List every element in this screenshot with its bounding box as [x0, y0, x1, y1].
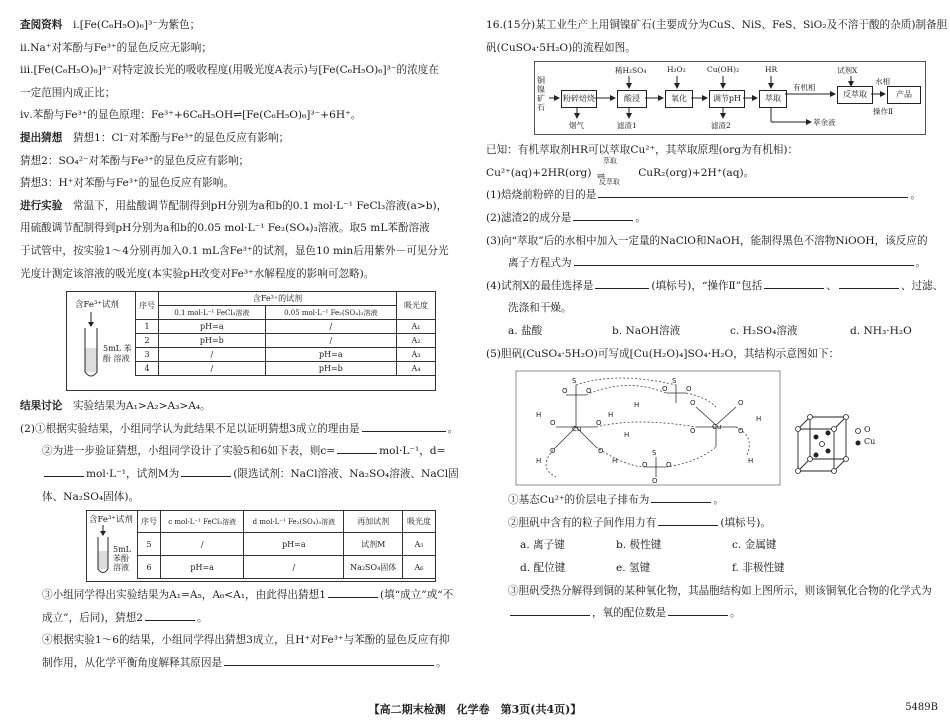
option-a: a. 盐酸 [508, 324, 543, 337]
q16-5-3-line1: ③胆矾受热分解得到铜的某种氧化物，其晶胞结构如上图所示，则该铜氧化合物的化学式为 [508, 584, 932, 597]
table-cell: A₁ [397, 320, 436, 334]
flow-input-h2so4: 稀H₂SO₄ [615, 66, 647, 76]
table-cell: A₂ [397, 334, 436, 348]
q16-4-line2: 洗涤和干燥。 [508, 302, 572, 315]
q16-5-2-options2 [486, 557, 936, 580]
q16-5-2: ②胆矾中含有的粒子间作用力有 (填标号)。 [486, 512, 936, 535]
answer-blank[interactable] [510, 604, 590, 616]
option-b: b. NaOH溶液 [612, 324, 681, 337]
answer-blank[interactable] [328, 586, 378, 598]
table-cell: 1 [136, 320, 159, 334]
known-info: 已知：有机萃取剂HR可以萃取Cu²⁺，其萃取原理(org为有机相)： [486, 144, 799, 157]
table-cell: / [161, 533, 244, 556]
result-discussion: 结果讨论 实验结果为A₁>A₂>A₃>A₄。 [20, 400, 211, 413]
answer-blank[interactable] [145, 609, 195, 621]
svg-text:O: O [562, 387, 568, 396]
flow-start: 铜镍矿石 [537, 76, 545, 113]
svg-text:O: O [738, 427, 744, 436]
q2-3-line2: 成立”，后同)，猜想2 。 [20, 607, 462, 630]
q16-4-line1: (4)试剂X的最佳选择是 (填标号)，“操作Ⅱ”包括 、 、过滤、 [486, 275, 936, 298]
q2-3-line1: ③小组同学得出实验结果为A₁=A₅，A₆<A₁，由此得出猜想1 (填“成立”或“不 [20, 584, 462, 607]
flow-box-oxidize: 氧化 [665, 90, 693, 108]
answer-blank[interactable] [362, 420, 446, 432]
table-cell: 5 [138, 533, 161, 556]
table-row [136, 334, 436, 348]
cuso4-structure-diagram [516, 367, 886, 489]
experiment-1: 进行实验 常温下，用盐酸调节配制得到pH分别为a和b的0.1 mol·L⁻¹ FeCl₃溶液(a>b)， [20, 199, 448, 212]
svg-text:H: H [536, 411, 542, 420]
table-cell: pH=b [265, 362, 396, 376]
experiment-4: 光度计测定该溶液的吸光度(本实验pH改变对Fe³⁺水解程度的影响可忽略)。 [20, 267, 375, 280]
q16-intro-1: 16.(15分)某工业生产上用铜镍矿石(主要成分为CuS、NiS、FeS、SiO₂及不溶于酸的杂质)制备胆 [486, 19, 948, 31]
tube-reagent-label-1: 含Fe³⁺试剂 [75, 300, 119, 311]
answer-blank[interactable] [595, 277, 649, 289]
flow-box-roast: 粉碎焙烧 [561, 90, 597, 108]
svg-text:O: O [662, 385, 668, 394]
table-header: 序号 [138, 511, 161, 533]
svg-text:Cu: Cu [712, 423, 722, 432]
flow-box-ph: 调节pH [709, 90, 745, 108]
table-cell: pH=a [159, 320, 266, 334]
svg-text:H: H [612, 457, 618, 466]
hypothesis-1: 提出猜想 猜想1：Cl⁻对苯酚与Fe³⁺的显色反应有影响； [20, 131, 290, 144]
table-cell: A₄ [397, 362, 436, 376]
legend-cu-label: Cu [864, 437, 876, 447]
experiment-2: 用硫酸调节配制得到pH分别为a和b的0.05 mol·L⁻¹ Fe₂(SO₄)₃溶液。取5 mL苯酚溶液 [20, 222, 430, 235]
info-line-5: ⅳ.苯酚与Fe³⁺的显色原理：Fe³⁺+6C₆H₅OH⇌[Fe(C₆H₅O)₆]³⁻+6H⁺。 [20, 109, 362, 122]
answer-blank[interactable] [224, 654, 434, 666]
option-c: c. 金属键 [732, 539, 777, 552]
q16-1: (1)焙烧前粉碎的目的是 。 [486, 184, 936, 207]
table-header-row [136, 306, 436, 320]
table-cell: pH=b [159, 334, 266, 348]
reversible-arrow: 萃取 ⇌ 反萃取 [596, 156, 620, 186]
legend-o-label: O [864, 425, 871, 435]
option-a: a. 离子键 [520, 539, 565, 552]
test-tube-figure-1 [71, 298, 135, 384]
table-cell: A₆ [403, 556, 436, 579]
q2-4-line1: ④根据实验1～6的结果，小组同学得出猜想3成立，且H⁺对Fe³⁺与苯酚的显色反应有抑 [42, 634, 450, 647]
table-header: 吸光度 [403, 511, 436, 533]
option-e: e. 氢键 [616, 561, 651, 574]
table-cell: 4 [136, 362, 159, 376]
table1-block [66, 291, 436, 391]
flow-input-hr: HR [765, 65, 778, 75]
svg-text:S: S [572, 377, 577, 386]
option-d: d. 配位键 [520, 561, 566, 574]
svg-text:H: H [624, 431, 630, 440]
svg-text:O: O [690, 399, 696, 408]
table-cell: / [159, 348, 266, 362]
answer-blank[interactable] [598, 186, 908, 198]
svg-text:Cu: Cu [572, 425, 582, 434]
left-column [20, 14, 462, 674]
experiment-table-2 [137, 510, 436, 579]
flow-box-extract: 萃取 [759, 90, 787, 108]
q16-intro-2: 矾(CuSO₄·5H₂O)的流程如图。 [486, 41, 636, 54]
table-header: 吸光度 [397, 292, 436, 320]
legend-cu-marker [856, 441, 861, 446]
q2-4-line2: 制作用，从化学平衡角度解释其原因是 。 [20, 652, 462, 675]
q16-3-line2: 离子方程式为 。 [486, 252, 936, 275]
option-d: d. NH₃·H₂O [850, 324, 912, 337]
info-line-3: ⅲ.[Fe(C₆H₅O)₆]³⁻对特定波长光的吸收程度(用吸光度A表示)与[Fe(C₆H₅O)₆]³⁻的浓度在 [20, 64, 439, 77]
svg-text:O: O [586, 387, 592, 396]
flow-label-organic: 有机相 [793, 83, 816, 93]
q16-4-options [486, 320, 936, 343]
table-header: 再加试剂 [344, 511, 403, 533]
table-cell: 6 [138, 556, 161, 579]
table-cell: / [244, 556, 344, 579]
answer-blank[interactable] [44, 465, 84, 477]
svg-text:O: O [596, 419, 602, 428]
table-cell: Na₂SO₄固体 [344, 556, 403, 579]
experiment-table-1 [135, 291, 436, 376]
equilibrium-equation: Cu²⁺(aq)+2HR(org) 萃取 ⇌ 反萃取 CuR₂(org)+2H⁺(aq)。 [486, 156, 755, 186]
info-line-1: 查阅资料 ⅰ.[Fe(C₆H₅O)₆]³⁻为紫色； [20, 19, 201, 31]
info-line-4: 一定范围内成正比； [20, 86, 116, 99]
answer-blank[interactable] [651, 491, 711, 503]
test-tube-figure-2 [89, 513, 139, 579]
q2-1: (2)①根据实验结果，小组同学认为此结果不足以证明猜想3成立的理由是 。 [20, 418, 462, 441]
answer-blank[interactable] [668, 604, 728, 616]
flow-output-residue1: 滤渣1 [617, 121, 637, 131]
info-line-2: ⅱ.Na⁺对苯酚与Fe³⁺的显色反应无影响； [20, 41, 212, 54]
q2-2-line1: ②为进一步验证猜想，小组同学设计了实验5和6如下表，则c= mol·L⁻¹，d= [20, 440, 462, 463]
tube-liquid-label-2: 5mL 苯酚 溶液 [113, 545, 131, 573]
table-row [136, 348, 436, 362]
q16-5-2-options1 [486, 534, 936, 557]
table-header-row [136, 292, 436, 306]
table-row [136, 320, 436, 334]
svg-text:H: H [608, 411, 614, 420]
svg-text:H: H [536, 457, 542, 466]
svg-text:O: O [550, 419, 556, 428]
hypothesis-3: 猜想3：H⁺对苯酚与Fe³⁺的显色反应有影响。 [20, 177, 234, 190]
experiment-3: 于试管中，按实验1～4分别再加入0.1 mL含Fe³⁺的试剂，显色10 min后用紫外－可见分光 [20, 244, 449, 257]
table-cell: pH=a [265, 348, 396, 362]
q16-3-line1: (3)向“萃取”后的水相中加入一定量的NaClO和NaOH，能制得黑色不溶物NiOOH，该反应的 [486, 234, 928, 247]
table-header: 0.05 mol·L⁻¹ Fe₂(SO₄)₃溶液 [265, 306, 396, 320]
table-row [138, 556, 436, 579]
svg-text:H: H [756, 415, 762, 424]
table-header: 0.1 mol·L⁻¹ FeCl₃溶液 [159, 306, 266, 320]
answer-blank[interactable] [839, 277, 899, 289]
q2-2-line3: 体、Na₂SO₄固体)。 [42, 490, 140, 503]
hypothesis-2: 猜想2：SO₄²⁻对苯酚与Fe³⁺的显色反应有影响； [20, 154, 250, 167]
flow-output-gas: 烟气 [569, 121, 584, 131]
svg-text:S: S [652, 449, 657, 458]
answer-blank[interactable] [574, 254, 914, 266]
q2-2-line2: mol·L⁻¹，试剂M为 (限选试剂：NaCl溶液、Na₂SO₄溶液、NaCl固 [20, 463, 462, 486]
test-tube-icon [71, 298, 135, 384]
svg-text:O: O [738, 399, 744, 408]
table-row [138, 533, 436, 556]
table-header-row [138, 511, 436, 533]
flow-output-raffinate: 萃余液 [813, 118, 836, 128]
table-cell: pH=a [244, 533, 344, 556]
table-cell: / [265, 320, 396, 334]
svg-text:S: S [672, 377, 677, 386]
tube-liquid-label-1: 5mL 苯酚 溶液 [103, 344, 132, 364]
q16-5-1: ①基态Cu²⁺的价层电子排布为 。 [486, 489, 936, 512]
q16-5: (5)胆矾(CuSO₄·5H₂O)可写成[Cu(H₂O)₄]SO₄·H₂O，其结构示意图如下： [486, 347, 840, 360]
table-cell: A₃ [397, 348, 436, 362]
option-b: b. 极性键 [616, 539, 662, 552]
table-header: 序号 [136, 292, 159, 320]
answer-blank[interactable] [658, 514, 718, 526]
svg-text:O: O [686, 385, 692, 394]
svg-text:O: O [666, 461, 672, 470]
flow-label-aqueous: 水相 [875, 77, 890, 87]
option-c: c. H₂SO₄溶液 [730, 324, 798, 337]
table-cell: 2 [136, 334, 159, 348]
svg-text:O: O [690, 427, 696, 436]
page-footer: 【高二期末检测 化学卷 第3页(共4页)】 [368, 703, 582, 716]
svg-text:H: H [634, 401, 640, 410]
table-cell: A₅ [403, 533, 436, 556]
table-header: c mol·L⁻¹ FeCl₃溶液 [161, 511, 244, 533]
table-header: 含Fe³⁺的试剂 [159, 292, 397, 306]
answer-blank[interactable] [181, 465, 231, 477]
table-row [136, 362, 436, 376]
svg-text:O: O [550, 447, 556, 456]
answer-blank[interactable] [764, 277, 824, 289]
table-cell: / [159, 362, 266, 376]
table-cell: / [265, 334, 396, 348]
q16-2: (2)滤渣2的成分是 。 [486, 207, 936, 230]
flow-input-cuoh2: Cu(OH)₂ [707, 65, 740, 75]
right-column [486, 14, 948, 625]
legend-o-marker [856, 429, 861, 434]
flow-box-leach: 酸浸 [617, 90, 647, 108]
svg-text:O: O [652, 477, 658, 486]
q16-5-3-line2: ，氧的配位数是 。 [486, 602, 936, 625]
answer-blank[interactable] [337, 442, 377, 454]
flow-box-strip: 反萃取 [837, 86, 873, 104]
svg-text:O: O [598, 447, 604, 456]
flow-input-h2o2: H₂O₂ [667, 65, 686, 75]
svg-text:H: H [748, 457, 754, 466]
flow-label-op2: 操作Ⅱ [873, 107, 894, 117]
flow-output-residue2: 滤渣2 [711, 121, 731, 131]
flow-diagram [534, 61, 926, 135]
table2-block [86, 510, 436, 582]
svg-text:O: O [642, 461, 648, 470]
option-f: f. 非极性键 [732, 561, 785, 574]
table-header: d mol·L⁻¹ Fe₂(SO₄)₃溶液 [244, 511, 344, 533]
tube-reagent-label-2: 含Fe³⁺试剂 [89, 515, 133, 526]
flow-box-product: 产品 [887, 86, 921, 104]
table-cell: pH=a [161, 556, 244, 579]
structure-figures [516, 367, 936, 489]
exam-code: 5489B [905, 702, 938, 713]
answer-blank[interactable] [573, 209, 633, 221]
table-cell: 试剂M [344, 533, 403, 556]
flow-input-x: 试剂X [837, 66, 858, 76]
table-cell: 3 [136, 348, 159, 362]
